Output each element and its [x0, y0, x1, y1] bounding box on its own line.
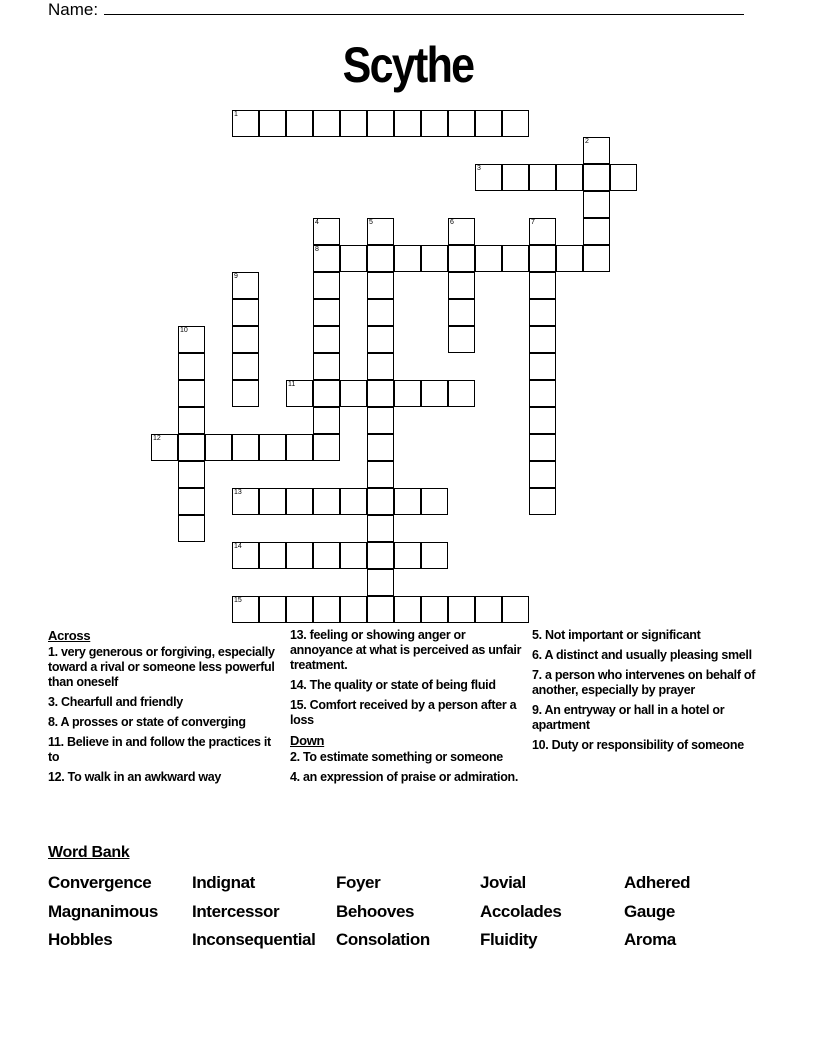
- cell-number: 13: [234, 489, 242, 496]
- grid-cell[interactable]: [367, 542, 394, 569]
- grid-cell[interactable]: [529, 353, 556, 380]
- grid-cell[interactable]: [529, 326, 556, 353]
- grid-cell[interactable]: [448, 110, 475, 137]
- grid-cell[interactable]: [394, 110, 421, 137]
- grid-cell[interactable]: [448, 272, 475, 299]
- word-bank-item: Aroma: [624, 930, 676, 949]
- across-heading: Across: [48, 628, 91, 643]
- clue-down-9: 9. An entryway or hall in a hotel or apartment: [532, 703, 725, 732]
- grid-cell[interactable]: [502, 596, 529, 623]
- grid-cell[interactable]: [313, 542, 340, 569]
- cell-number: 3: [477, 165, 481, 172]
- cell-number: 12: [153, 435, 161, 442]
- grid-cell[interactable]: [232, 542, 259, 569]
- word-bank-item: Indignat: [192, 873, 255, 892]
- grid-cell[interactable]: [367, 380, 394, 407]
- grid-cell[interactable]: [232, 353, 259, 380]
- grid-cell[interactable]: [475, 164, 502, 191]
- grid-cell[interactable]: [286, 380, 313, 407]
- grid-cell[interactable]: [448, 218, 475, 245]
- clue-across-1: 1. very generous or forgiving, especially toward a rival or someone less powerful than oneself: [48, 645, 275, 689]
- grid-cell[interactable]: [340, 110, 367, 137]
- grid-cell[interactable]: [367, 596, 394, 623]
- grid-cell[interactable]: [610, 164, 637, 191]
- cell-number: 6: [450, 219, 454, 226]
- clue-across-3: 3. Chearfull and friendly: [48, 695, 183, 709]
- grid-cell[interactable]: [340, 488, 367, 515]
- grid-cell[interactable]: [286, 110, 313, 137]
- grid-cell[interactable]: [421, 542, 448, 569]
- grid-cell[interactable]: [448, 380, 475, 407]
- grid-cell[interactable]: [475, 110, 502, 137]
- grid-cell[interactable]: [313, 353, 340, 380]
- grid-cell[interactable]: [394, 596, 421, 623]
- grid-cell[interactable]: [178, 515, 205, 542]
- word-bank-item: Convergence: [48, 873, 152, 892]
- grid-cell[interactable]: [340, 245, 367, 272]
- clue-down-7: 7. a person who intervenes on behalf of another, especially by prayer: [532, 668, 756, 697]
- word-bank-item: Accolades: [480, 902, 562, 921]
- grid-cell[interactable]: [448, 245, 475, 272]
- grid-cell[interactable]: [232, 488, 259, 515]
- word-bank-item: Intercessor: [192, 902, 280, 921]
- clue-column-3: [532, 628, 764, 758]
- grid-cell[interactable]: [502, 245, 529, 272]
- grid-cell[interactable]: [178, 326, 205, 353]
- grid-cell[interactable]: [394, 245, 421, 272]
- cell-number: 4: [315, 219, 319, 226]
- grid-cell[interactable]: [232, 326, 259, 353]
- clue-down-10: 10. Duty or responsibility of someone: [532, 738, 744, 752]
- word-bank-item: Magnanimous: [48, 902, 158, 921]
- cell-number: 8: [315, 246, 319, 253]
- word-bank-item: Adhered: [624, 873, 691, 892]
- grid-cell[interactable]: [205, 434, 232, 461]
- clue-down-5: 5. Not important or significant: [532, 628, 701, 642]
- grid-cell[interactable]: [448, 596, 475, 623]
- grid-cell[interactable]: [367, 569, 394, 596]
- grid-cell[interactable]: [529, 461, 556, 488]
- cell-number: 14: [234, 543, 242, 550]
- grid-cell[interactable]: [259, 488, 286, 515]
- clue-down-2: 2. To estimate something or someone: [290, 750, 503, 764]
- grid-cell[interactable]: [151, 434, 178, 461]
- grid-cell[interactable]: [529, 218, 556, 245]
- grid-cell[interactable]: [367, 272, 394, 299]
- grid-cell[interactable]: [232, 110, 259, 137]
- grid-cell[interactable]: [475, 245, 502, 272]
- grid-cell[interactable]: [367, 434, 394, 461]
- cell-number: 5: [369, 219, 373, 226]
- grid-cell[interactable]: [556, 245, 583, 272]
- word-bank-item: Behooves: [336, 902, 415, 921]
- grid-cell[interactable]: [259, 596, 286, 623]
- grid-cell[interactable]: [421, 380, 448, 407]
- grid-cell[interactable]: [529, 164, 556, 191]
- clue-across-14: 14. The quality or state of being fluid: [290, 678, 496, 692]
- grid-cell[interactable]: [583, 137, 610, 164]
- grid-cell[interactable]: [448, 299, 475, 326]
- grid-cell[interactable]: [313, 596, 340, 623]
- grid-cell[interactable]: [259, 434, 286, 461]
- grid-cell[interactable]: [313, 434, 340, 461]
- grid-cell[interactable]: [583, 164, 610, 191]
- grid-cell[interactable]: [529, 407, 556, 434]
- grid-cell[interactable]: [367, 515, 394, 542]
- cell-number: 9: [234, 273, 238, 280]
- grid-cell[interactable]: [502, 110, 529, 137]
- cell-number: 10: [180, 327, 188, 334]
- grid-cell[interactable]: [178, 434, 205, 461]
- grid-cell[interactable]: [340, 380, 367, 407]
- grid-cell[interactable]: [313, 110, 340, 137]
- word-bank-item: Foyer: [336, 873, 381, 892]
- grid-cell[interactable]: [367, 326, 394, 353]
- grid-cell[interactable]: [502, 164, 529, 191]
- word-bank-item: Gauge: [624, 902, 675, 921]
- grid-cell[interactable]: [178, 353, 205, 380]
- grid-cell[interactable]: [367, 461, 394, 488]
- grid-cell[interactable]: [394, 380, 421, 407]
- grid-cell[interactable]: [394, 542, 421, 569]
- clue-across-12: 12. To walk in an awkward way: [48, 770, 222, 784]
- grid-cell[interactable]: [286, 434, 313, 461]
- grid-cell[interactable]: [529, 488, 556, 515]
- grid-cell[interactable]: [313, 218, 340, 245]
- clue-across-15: 15. Comfort received by a person after a loss: [290, 698, 517, 727]
- word-bank-item: Consolation: [336, 930, 430, 949]
- grid-cell[interactable]: [178, 488, 205, 515]
- grid-cell[interactable]: [583, 218, 610, 245]
- grid-cell[interactable]: [178, 461, 205, 488]
- grid-cell[interactable]: [421, 488, 448, 515]
- grid-cell[interactable]: [313, 380, 340, 407]
- grid-cell[interactable]: [367, 488, 394, 515]
- clue-across-8: 8. A prosses or state of converging: [48, 715, 246, 729]
- grid-cell[interactable]: [313, 407, 340, 434]
- cell-number: 11: [288, 381, 296, 388]
- grid-cell[interactable]: [367, 218, 394, 245]
- grid-cell[interactable]: [313, 326, 340, 353]
- grid-cell[interactable]: [529, 245, 556, 272]
- grid-cell[interactable]: [394, 488, 421, 515]
- grid-cell[interactable]: [313, 272, 340, 299]
- cell-number: 7: [531, 219, 535, 226]
- grid-cell[interactable]: [556, 164, 583, 191]
- clue-column-2: [290, 628, 522, 790]
- grid-cell[interactable]: [529, 299, 556, 326]
- grid-cell[interactable]: [232, 596, 259, 623]
- grid-cell[interactable]: [232, 299, 259, 326]
- clue-down-4: 4. an expression of praise or admiration.: [290, 770, 519, 784]
- grid-cell[interactable]: [313, 488, 340, 515]
- grid-cell[interactable]: [367, 299, 394, 326]
- grid-cell[interactable]: [232, 380, 259, 407]
- grid-cell[interactable]: [259, 542, 286, 569]
- down-heading: Down: [290, 733, 325, 748]
- grid-cell[interactable]: [367, 110, 394, 137]
- cell-number: 2: [585, 138, 589, 145]
- grid-cell[interactable]: [313, 245, 340, 272]
- cell-number: 15: [234, 597, 242, 604]
- cell-number: 1: [234, 111, 238, 118]
- grid-cell[interactable]: [313, 299, 340, 326]
- grid-cell[interactable]: [529, 434, 556, 461]
- grid-cell[interactable]: [475, 596, 502, 623]
- grid-cell[interactable]: [232, 272, 259, 299]
- grid-cell[interactable]: [286, 542, 313, 569]
- grid-cell[interactable]: [421, 245, 448, 272]
- clue-down-6: 6. A distinct and usually pleasing smell: [532, 648, 752, 662]
- word-bank-item: Inconsequential: [192, 930, 316, 949]
- clue-column-1: [48, 628, 280, 790]
- clue-across-11: 11. Believe in and follow the practices it to: [48, 735, 271, 764]
- grid-cell[interactable]: [421, 596, 448, 623]
- word-bank-item: Fluidity: [480, 930, 538, 949]
- grid-cell[interactable]: [286, 596, 313, 623]
- word-bank-item: Jovial: [480, 873, 526, 892]
- word-bank-item: Hobbles: [48, 930, 113, 949]
- grid-cell[interactable]: [178, 380, 205, 407]
- grid-cell[interactable]: [340, 542, 367, 569]
- grid-cell[interactable]: [178, 407, 205, 434]
- grid-cell[interactable]: [421, 110, 448, 137]
- grid-cell[interactable]: [529, 380, 556, 407]
- grid-cell[interactable]: [583, 191, 610, 218]
- grid-cell[interactable]: [367, 353, 394, 380]
- grid-cell[interactable]: [583, 245, 610, 272]
- grid-cell[interactable]: [367, 407, 394, 434]
- grid-cell[interactable]: [448, 326, 475, 353]
- grid-cell[interactable]: [259, 110, 286, 137]
- grid-cell[interactable]: [340, 596, 367, 623]
- grid-cell[interactable]: [286, 488, 313, 515]
- clue-across-13: 13. feeling or showing anger or annoyance at what is perceived as unfair treatment.: [290, 628, 522, 672]
- grid-cell[interactable]: [367, 245, 394, 272]
- name-label: Name:: [48, 0, 99, 19]
- grid-cell[interactable]: [529, 272, 556, 299]
- page-title: Scythe: [342, 37, 474, 93]
- word-bank-title: Word Bank: [48, 844, 130, 861]
- grid-cell[interactable]: [232, 434, 259, 461]
